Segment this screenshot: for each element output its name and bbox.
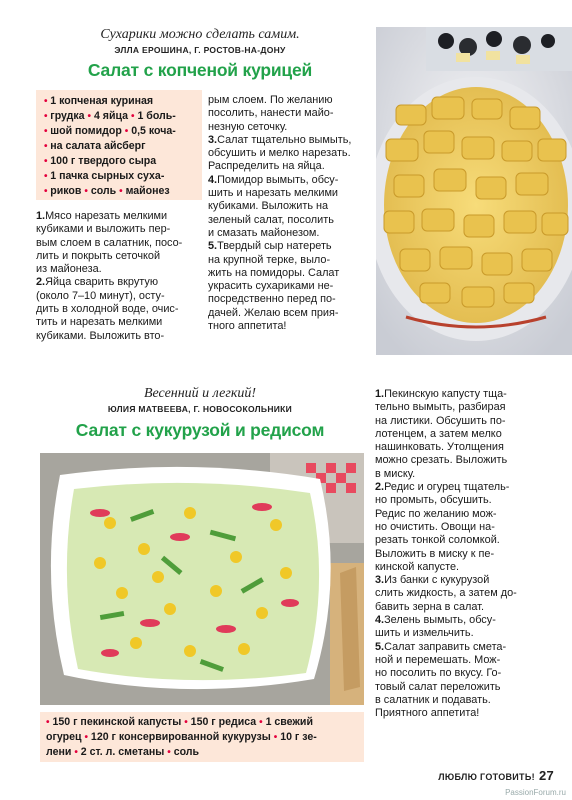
step-line: жить на помидоры. Салат <box>208 266 340 279</box>
step-line: обсушить и мелко нарезать. <box>208 147 351 160</box>
step-line: Распределить на яйца. <box>208 160 325 173</box>
salad-corn-radish-illustration <box>40 453 364 705</box>
step-line: Выложить в миску к пе- <box>375 547 495 560</box>
step-line: на крупной терке, выло- <box>208 253 331 266</box>
step-line: 1.Пекинскую капусту тща- <box>375 388 507 400</box>
recipe-2-kicker: Весенний и легкий! <box>143 386 257 401</box>
step-line: (около 7–10 минут), осту- <box>36 289 165 302</box>
step-line: рым слоем. По желанию <box>208 94 333 106</box>
salad-corn-radish-photo <box>40 453 364 705</box>
watermark: PassionForum.ru <box>505 788 566 797</box>
salad-croutons-photo <box>376 27 572 355</box>
step-line: 1.Мясо нарезать мелкими <box>36 210 168 222</box>
step-line: тельно вымыть, разбирая <box>375 401 506 414</box>
step-line: дить в холодной воде, очис- <box>36 303 179 316</box>
recipe-smoked-chicken <box>0 0 572 376</box>
step-line: кубиками. Выложить на <box>208 200 329 213</box>
step-line: Приятного аппетита! <box>375 707 480 720</box>
step-line: кубиками. Выложить вто- <box>36 329 165 342</box>
step-line: Редис по желанию мож- <box>375 507 497 520</box>
ingredient-line: • 100 г твердого сыра <box>44 155 157 167</box>
salad-croutons-illustration <box>376 27 572 355</box>
ingredient-line: • на салата айсберг <box>44 140 146 152</box>
step-line: 5.Салат заправить смета- <box>375 640 507 653</box>
magazine-name: ЛЮБЛЮ ГОТОВИТЬ! <box>438 772 535 782</box>
step-line: на листики. Обсушить по- <box>375 414 506 427</box>
page-footer <box>438 768 554 783</box>
step-line: 2.Редис и огурец тщатель- <box>375 481 510 494</box>
step-line: но промыть, обсушить. <box>375 494 492 507</box>
step-line: посолить, нанести майо- <box>208 107 334 120</box>
step-line: 3.Салат тщательно вымыть, <box>208 133 352 146</box>
step-line: кубиками и выложить пер- <box>36 223 171 236</box>
recipe-2-author: ЮЛИЯ МАТВЕЕВА, Г. НОВОСОКОЛЬНИКИ <box>107 404 293 414</box>
recipe-1-ingredients <box>36 90 202 200</box>
step-line: в салатник и подавать. <box>375 693 491 706</box>
ingredient-line: • риков • соль • майонез <box>44 185 170 197</box>
step-line: лить и покрыть сеточкой <box>36 249 161 262</box>
step-line: но очистить. Овощи на- <box>375 520 495 533</box>
step-line: 5.Твердый сыр натереть <box>208 240 332 253</box>
step-line: тить и нарезать мелкими <box>36 316 163 329</box>
step-line: кинской капусте. <box>375 560 460 573</box>
ingredient-line: • 1 пачка сырных суха- <box>44 170 165 182</box>
ingredient-line: • 150 г пекинской капусты • 150 г редиса • 1 свежий <box>46 716 313 728</box>
ingredient-line: • шой помидор • 0,5 коча- <box>44 125 176 137</box>
ingredient-line: • грудка • 4 яйца • 1 боль- <box>44 110 176 122</box>
recipe-2-steps <box>375 388 570 720</box>
step-line: бавить зерна в салат. <box>375 600 484 613</box>
step-line: вым слоем в салатник, посо- <box>36 236 183 249</box>
recipe-1-author: ЭЛЛА ЕРОШИНА, Г. РОСТОВ-НА-ДОНУ <box>114 45 286 55</box>
recipe-1-steps-column-1 <box>36 210 204 343</box>
step-line: 4.Помидор вымыть, обсу- <box>208 173 339 186</box>
step-line: 3.Из банки с кукурузой <box>375 574 490 587</box>
recipe-2-ingredients <box>40 712 364 762</box>
step-line: дачей. Желаю всем прия- <box>208 306 339 319</box>
step-line: и смазать майонезом. <box>208 226 320 239</box>
page-number: 27 <box>538 768 554 783</box>
step-line: лотенцем, а затем мелко <box>375 427 502 440</box>
recipe-1-title: Салат с копченой курицей <box>87 60 313 80</box>
ingredient-line: огурец • 120 г консервированной кукурузы • 10 г зе- <box>46 731 317 743</box>
ingredient-line: • 1 копченая куриная <box>44 95 154 107</box>
step-line: слить жидкость, а затем до- <box>375 587 517 600</box>
step-line: можно срезать. Выложить <box>375 454 508 467</box>
step-line: нашинковать. Утолщения <box>375 441 504 454</box>
step-line: тного аппетита! <box>208 320 287 333</box>
step-line: 2.Яйца сварить вкрутую <box>36 276 159 289</box>
step-line: но посолить по вкусу. Го- <box>375 667 502 680</box>
step-line: незную сеточку. <box>208 120 288 133</box>
step-line: из майонеза. <box>36 263 102 276</box>
step-line: шить и измельчить. <box>375 627 474 640</box>
recipe-1-kicker: Сухарики можно сделать самим. <box>100 27 300 42</box>
step-line: посредственно перед по- <box>208 293 336 306</box>
recipe-corn-radish <box>0 378 572 778</box>
step-line: в миску. <box>375 467 416 480</box>
step-line: 4.Зелень вымыть, обсу- <box>375 614 496 627</box>
recipe-1-steps-column-2 <box>208 94 374 333</box>
step-line: шить и нарезать мелкими <box>208 187 339 200</box>
step-line: украсить сухариками не- <box>208 280 334 293</box>
step-line: зеленый салат, посолить <box>208 213 334 226</box>
step-line: резать тонкой соломкой. <box>375 534 500 547</box>
ingredient-line: лени • 2 ст. л. сметаны • соль <box>46 746 200 758</box>
recipe-2-title: Салат с кукурузой и редисом <box>75 420 325 440</box>
step-line: ной и перемешать. Мож- <box>375 653 501 666</box>
step-line: товый салат переложить <box>375 680 501 693</box>
